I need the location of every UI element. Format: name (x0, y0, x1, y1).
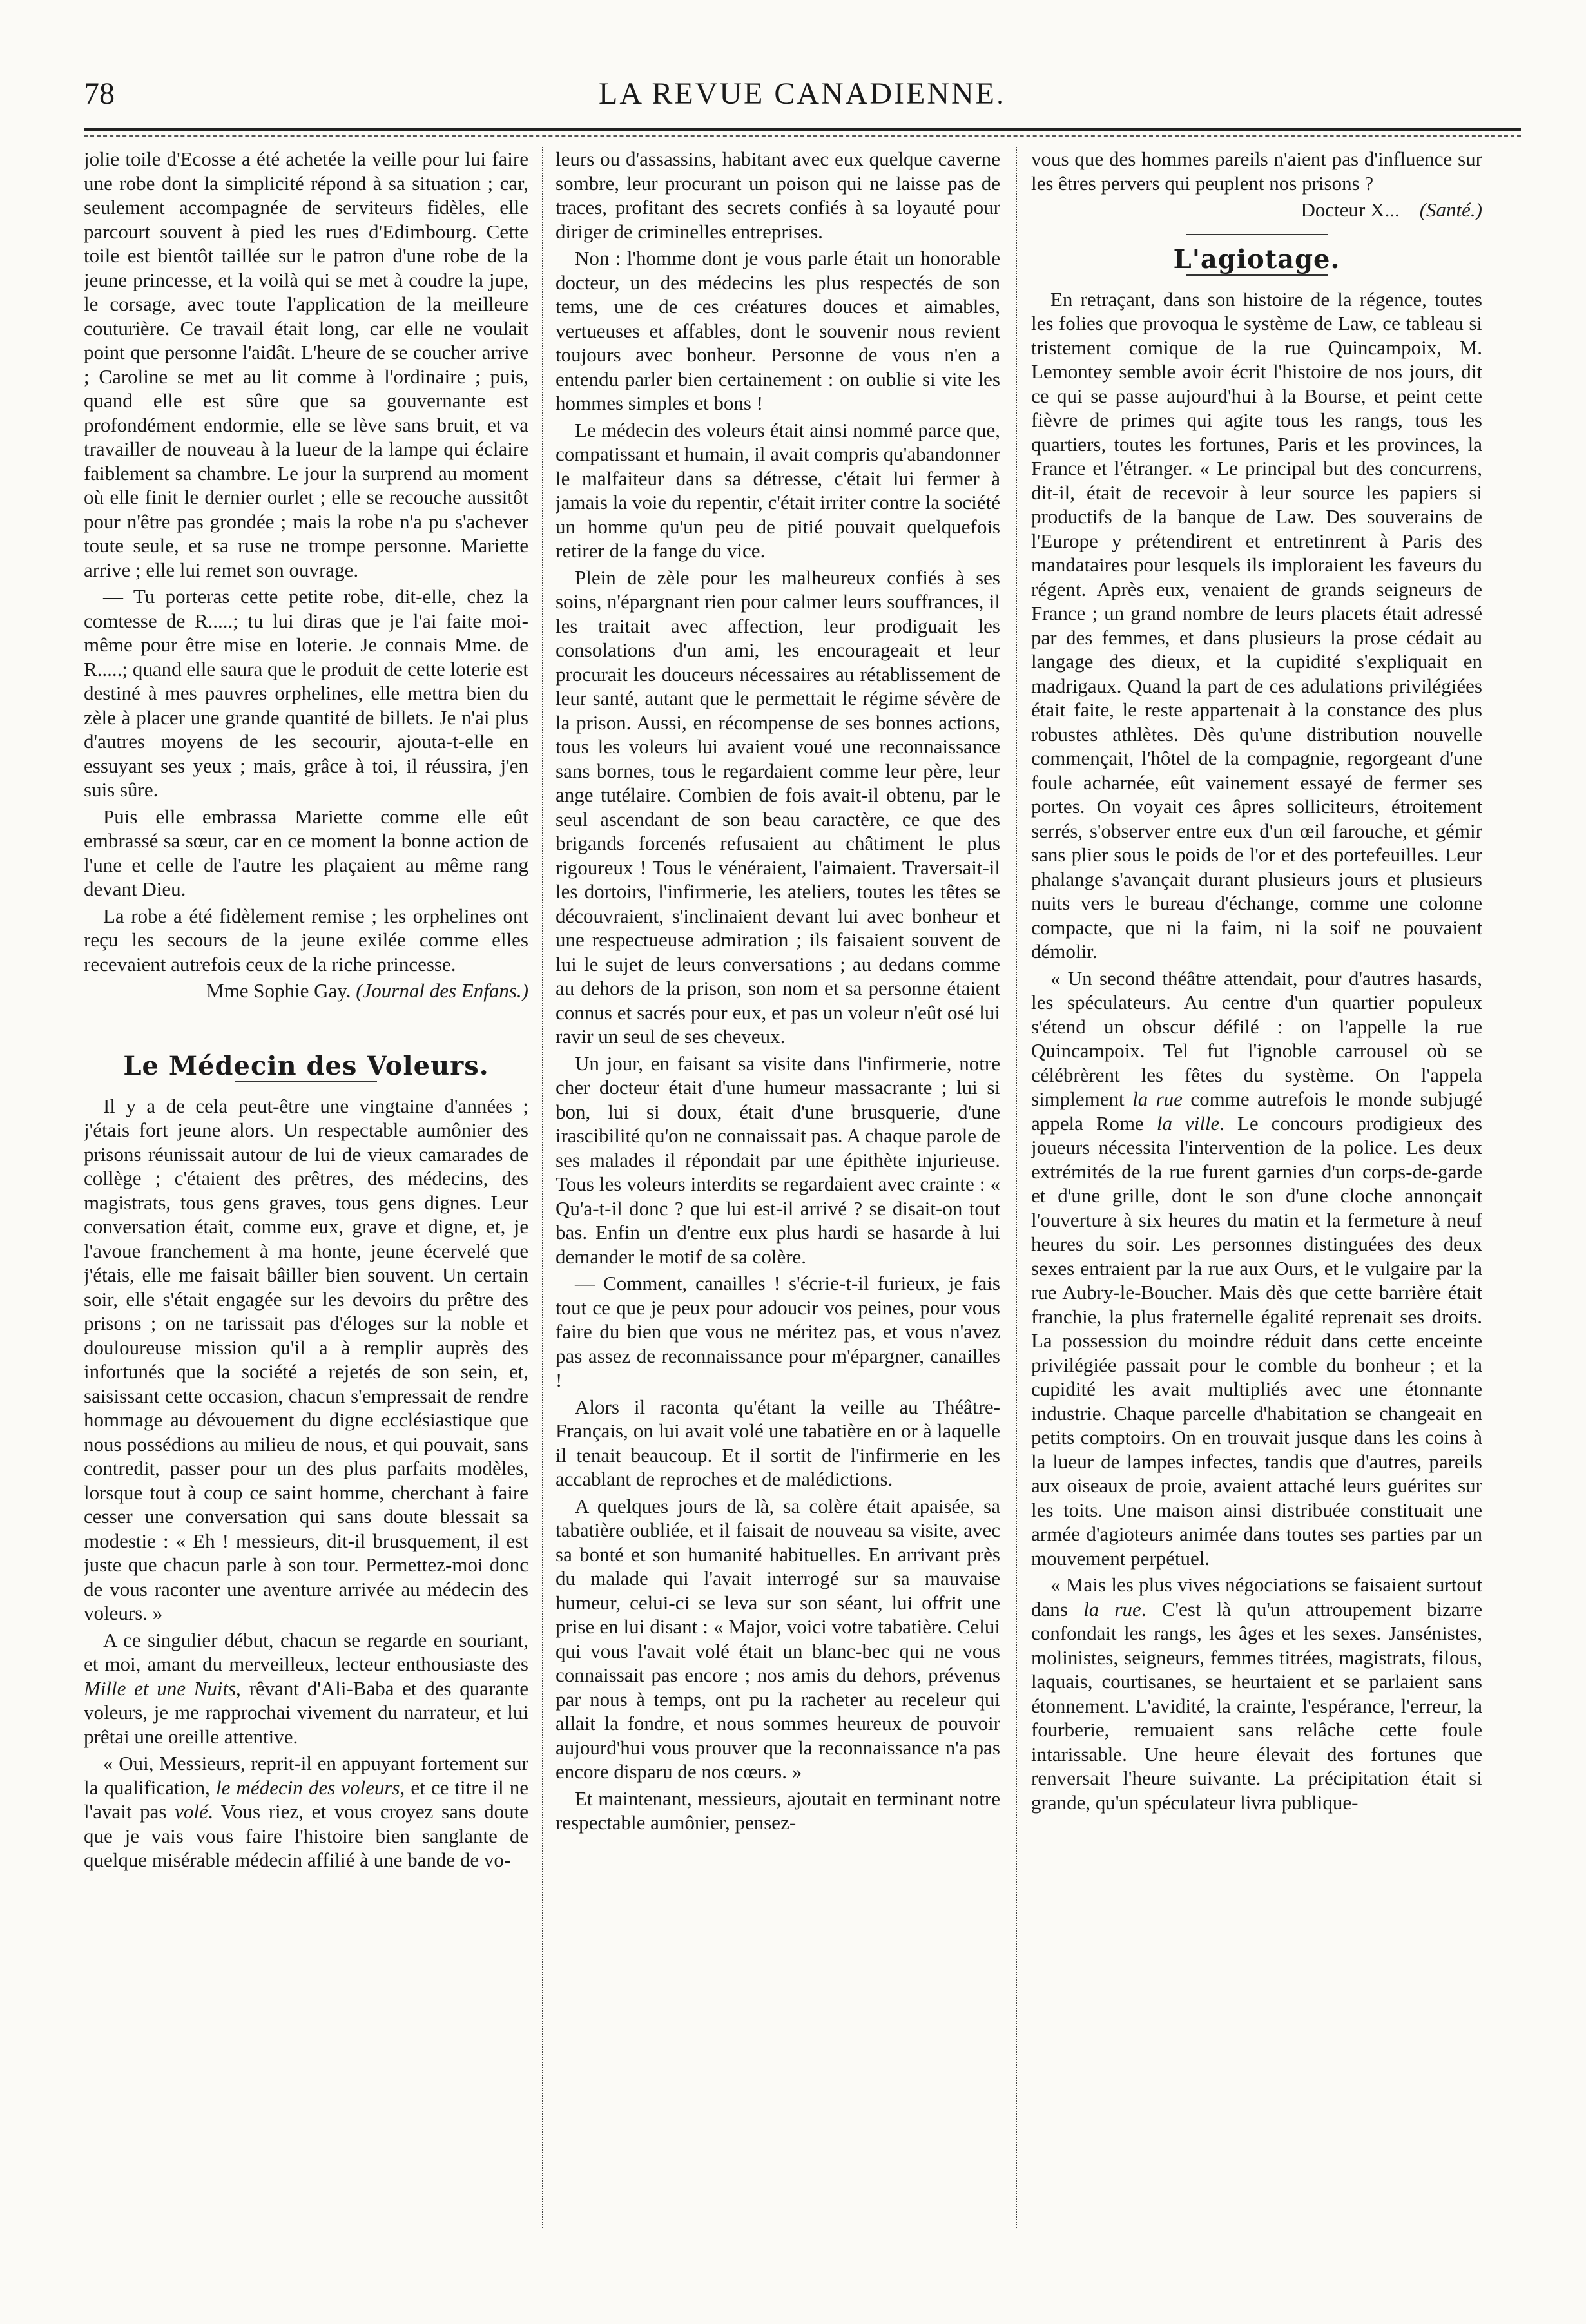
paragraph: « Oui, Messieurs, reprit-il en appuyant fortement sur la qualification, le médecin des voleurs, et ce titre il ne l'avait pas volé. Vous riez, et vous croyez sans doute que je vais vous faire l'histoire bien sanglante de quelque misérable médecin affilié à une bande de vo- (84, 1752, 528, 1871)
paragraph: La robe a été fidèlement remise ; les orphelines ont reçu les secours de la jeune exilée comme elles recevaient autrefois ceux de la riche princesse. (84, 904, 528, 975)
paragraph: Puis elle embrassa Mariette comme elle eût embrassé sa sœur, car en ce moment la bonne action de l'une et celle de l'autre les plaçaient au même rang devant Dieu. (84, 805, 528, 900)
paragraph: — Tu porteras cette petite robe, dit-elle, chez la comtesse de R.....; tu lui diras que je l'ai faite moi-même pour être mise en loterie. Je connais Mme. de R.....; quand elle saura que le produit de cette loterie est destiné à mes pauvres orphelines, elle mettra bien du zèle à placer une grande quantité de billets. Je n'ai plus d'autres moyens de les secourir, ajouta-t-elle en essuyant ses yeux ; mais, grâce à toi, il réussira, j'en suis sûre. (84, 585, 528, 801)
signature-source: (Santé.) (1419, 198, 1482, 221)
paragraph: A quelques jours de là, sa colère était apaisée, sa tabatière oubliée, et il faisait de nouveau sa visite, avec sa bonté et son humanité habituelles. En arrivant près du malade qui l'avait interrogé sur sa mauvaise humeur, celui-ci se leva sur son séant, lui offrit une prise en lui disant : « Major, voici votre tabatière. Celui qui vous l'avait volé était un blanc-bec qui ne vous connaissait pas encore ; nos amis du dehors, prévenus par nous à temps, ont pu la racheter au receleur qui allait la fondre, et nous sommes heureux de pouvoir aujourd'hui vous prouver que la reconnaissance n'a pas encore disparu de nos cœurs. » (556, 1494, 1000, 1783)
paragraph: Et maintenant, messieurs, ajoutait en terminant notre respectable aumônier, pensez- (556, 1787, 1000, 1834)
paragraph: — Comment, canailles ! s'écrie-t-il furieux, je fais tout ce que je peux pour adoucir vos peines, pour vous faire du bien que vous ne méritez pas, et vous n'avez pas assez de reconnaissance pour m'épargner, canailles ! (556, 1272, 1000, 1391)
spacer (1031, 225, 1482, 234)
running-title: LA REVUE CANADIENNE. (599, 77, 1006, 111)
column-1 (84, 147, 528, 2247)
signature-source: (Journal des Enfans.) (356, 979, 528, 1002)
paragraph: vous que des hommes pareils n'aient pas d'influence sur les êtres pervers qui peuplent nos prisons ? (1031, 148, 1482, 195)
column-divider (542, 147, 543, 2228)
article-title: Le Médecin des Voleurs. (123, 1050, 489, 1081)
paragraph: Plein de zèle pour les malheureux confiés à ses soins, n'épargnant rien pour calmer leurs souffrances, il les traitait avec affection, leur prodiguait les consolations d'un ami, les encourageait et leur procurait les douceurs nécessaires au rétablissement de leur santé, autant que le permettait le régime sévère de la prison. Aussi, en récompense de ses bonnes actions, tous les voleurs lui avaient voué une reconnaissance sans bornes, tous le regardaient comme leur père, leur ange tutélaire. Combien de fois avait-il obtenu, par le seul ascendant de son beau caractère, ce que des brigands forcenés refusaient au châtiment le plus rigoureux ! Tous le vénéraient, l'aimaient. Traversait-il les dortoirs, l'infirmerie, les ateliers, toutes les têtes se découvraient, s'inclinaient devant lui avec bonheur et une respectueuse admiration ; ils faisaient souvent de lui le sujet de leurs conversations ; au dedans comme au dehors de la prison, son nom et sa personne étaient connus et sacrés pour eux, et pas un voleur n'eût osé lui ravir un seul de ses cheveux. (556, 566, 1000, 1048)
page-number: 78 (84, 77, 115, 111)
paragraph: Alors il raconta qu'étant la veille au Théâtre-Français, on lui avait volé une tabatière en or à laquelle il tenait beaucoup. Et il sortit de l'infirmerie en les accablant de reproches et de malédictions. (556, 1395, 1000, 1490)
header-rule (84, 128, 1521, 131)
paragraph: leurs ou d'assassins, habitant avec eux quelque caverne sombre, leur procurant un poison qui ne laisse pas de traces, profitant des secrets confiés à sa loyauté pour diriger de criminelles entreprises. (556, 148, 1000, 243)
column-3 (1031, 147, 1482, 2234)
page-header (84, 76, 1521, 128)
paragraph: jolie toile d'Ecosse a été achetée la veille pour lui faire une robe dont la simplicité répond à sa situation ; car, seulement accompagnée de serviteurs fidèles, elle parcourt souvent à pied les rues d'Edimbourg. Cette toile est bientôt taillée sur le patron d'une robe de la jeune princesse, et la voilà qui se met à coudre la jupe, le corsage, avec toute l'application de la meilleure couturière. Ce travail était long, car elle ne voulait point que personne l'aidât. L'heure de se coucher arrive ; Caroline se met au lit comme à l'ordinaire ; puis, quand elle est sûre que sa gouvernante est profondément endormie, elle se lève sans bruit, et va travailler de nouveau à la lueur de la lampe qui éclaire faiblement sa chambre. Le jour la surprend au moment où elle finit le dernier ourlet ; elle se recouche aussitôt pour n'être pas grondée ; mais la robe n'a pu s'achever toute seule, et sa ruse ne trompe personne. Mariette arrive ; elle lui remet son ouvrage. (84, 148, 528, 581)
paragraph: En retraçant, dans son histoire de la régence, toutes les folies que provoqua le système de Law, ce tableau si tristement comique de la rue Quincampoix, M. Lemontey semble avoir écrit l'histoire de nos jours, dit ce qui se passe aujourd'hui à la Bourse, et peint cette fièvre de primes qui agite tous les rangs, tous les quartiers, toutes les fortunes, Paris et les provinces, la France et l'étranger. « Le principal but des concurrens, dit-il, était de recevoir à leur source les papiers si productifs de la banque de Law. Des souverains de l'Europe y prétendirent et entretinrent à Paris des mandataires pour lesquels ils imploraient les faveurs du régent. Après eux, venaient de grands seigneurs de France ; un grand nombre de leurs placets était adressé par des femmes, et dans plusieurs la prose cédait au langage des dieux, et la cupidité s'expliquait en madrigaux. Quand la part de ces adulations privilégiées était faite, le reste appartenait à la constance des plus robustes athlètes. Dès qu'une distribution nouvelle commençait, l'hôtel de la compagnie, regorgeant d'une foule acharnée, eût vainement essayé de fermer ses portes. On voyait ces âpres solliciteurs, étroitement serrés, s'observer entre eux d'un œil farouche, et gémir sans plier sous le poids de l'or et des portefeuilles. Leur phalange s'avançait durant plusieurs jours et plusieurs nuits vers le bureau d'échange, comme une colonne compacte, que ni la faim, ni la soif ne pouvaient démolir. (1031, 287, 1482, 963)
spacer (84, 1082, 528, 1094)
header-dashed-rule (84, 135, 1521, 137)
signature (1031, 198, 1482, 222)
paragraph: « Un second théâtre attendait, pour d'autres hasards, les spéculateurs. Au centre d'un quartier populeux s'étend un obscur défilé : on l'appelle la rue Quincampoix. Tel fut l'ignoble carrousel où se célébrèrent les fêtes du système. On l'appela simplement la rue comme autrefois le monde subjugé appela Rome la ville. Le concours prodigieux des joueurs nécessita l'intervention de la police. Les deux extrémités de la rue furent garnies d'un corps-de-garde et d'une grille, dont le son d'une cloche annonçait l'ouverture à six heures du matin et la fermeture à neuf heures du soir. Les personnes distinguées des deux sexes entraient par la rue aux Ours, et le vulgaire par la rue Aubry-le-Boucher. Mais dès que cette barrière était franchie, la plus fraternelle égalité reprenait ses droits. La possession du moindre réduit dans cette enceinte privilégiée passait pour le comble du bonheur ; et la cupidité les avait multipliés avec une étonnante industrie. Chaque parcelle d'habitation se changeait en petits comptoirs. On en trouvait jusque dans les coins à la lueur de lampes infectes, tandis que d'autres, pareils aux oiseaux de proie, avaient attaché leurs guérites sur les toits. Une maison ainsi distribuée constituait une armée d'agioteurs animée dans toutes ses parties par un mouvement perpétuel. (1031, 966, 1482, 1570)
paragraph: Le médecin des voleurs était ainsi nommé parce que, compatissant et humain, il avait compris qu'abandonner le malfaiteur dans sa détresse, c'était lui fermer à jamais la voie du repentir, c'était irriter contre la société un homme qu'un peu de pitié pouvait quelquefois retirer de la fange du vice. (556, 418, 1000, 562)
signature-author: Docteur X... (1301, 198, 1400, 221)
column-2 (556, 147, 1000, 2247)
signature (84, 979, 528, 1003)
paragraph: Il y a de cela peut-être une vingtaine d'années ; j'étais fort jeune alors. Un respectable aumônier des prisons réunissait autour de lui de vieux camarades de collège ; c'étaient des prêtres, des médecins, des magistrats, tous gens graves, tous gens dignes. Leur conversation était, comme eux, grave et digne, et, je l'avoue franchement à ma honte, jeune écervelé que j'étais, elle me faisait bâiller bien souvent. Un certain soir, elle s'était engagée sur les devoirs du prêtre des prisons ; on ne tarissait pas d'éloges sur la noble et douloureuse mission qu'il a à remplir auprès des infortunés que la société a rejetés de son sein, et, saisissant cette occasion, chacun s'empressait de rendre hommage au dévouement du digne ecclésiastique que nous possédions au milieu de nous, et qui pouvait, sans contredit, passer pour un des plus parfaits modèles, lorsque tout à coup ce saint homme, cherchant à faire cesser une conversation qui sans doute blessait sa modestie : « Eh ! messieurs, dit-il brusquement, il est juste que chacun parle à son tour. Permettez-moi donc de vous raconter une aventure arrivée au médecin des voleurs. » (84, 1094, 528, 1624)
paragraph: Un jour, en faisant sa visite dans l'infirmerie, notre cher docteur était d'une humeur massacrante ; lui si bon, lui si doux, était d'une brusquerie, d'une irascibilité qu'on ne connaissait pas. A chaque parole de ses malades il répondait par une épithète injurieuse. Tous les voleurs interdits se regardaient avec crainte : « Qu'a-t-il donc ? que lui est-il arrivé ? se disait-on tout bas. Enfin un d'entre eux plus hardi se hasarde à lui demander le motif de sa colère. (556, 1052, 1000, 1268)
paragraph: Non : l'homme dont je vous parle était un honorable docteur, un des médecins les plus respectés de son tems, une de ces créatures douces et aimables, vertueuses et affables, dont le souvenir nous revient toujours avec bonheur. Personne de vous n'en a entendu parler bien certainement : on oublie si vite les hommes simples et bons ! (556, 247, 1000, 414)
spacer (1031, 235, 1482, 244)
spacer (1031, 276, 1482, 287)
signature-author: Mme Sophie Gay. (206, 979, 351, 1002)
paragraph: « Mais les plus vives négociations se faisaient surtout dans la rue. C'est là qu'un attroupement bizarre confondait les rangs, les âges et les sexes. Jansénistes, molinistes, seigneurs, femmes titrées, magistrats, filous, laquais, courtisanes, se heurtaient et se parlaient sans étonnement. L'avidité, la crainte, l'espérance, l'erreur, la fourberie, remuaient sans relâche cette foule intarissable. Une heure élevait des fortunes que renversait l'heure suivante. La précipitation était si grande, qu'un spéculateur livra publique- (1031, 1573, 1482, 1814)
column-divider (1016, 147, 1017, 2228)
paragraph: A ce singulier début, chacun se regarde en souriant, et moi, amant du merveilleux, lecteur enthousiaste des Mille et une Nuits, rêvant d'Ali-Baba et des quarante voleurs, je me rapprochai vivement du narrateur, et lui prêtai une oreille attentive. (84, 1628, 528, 1748)
article-title: L'agiotage. (1173, 244, 1340, 274)
spacer (84, 1010, 528, 1051)
